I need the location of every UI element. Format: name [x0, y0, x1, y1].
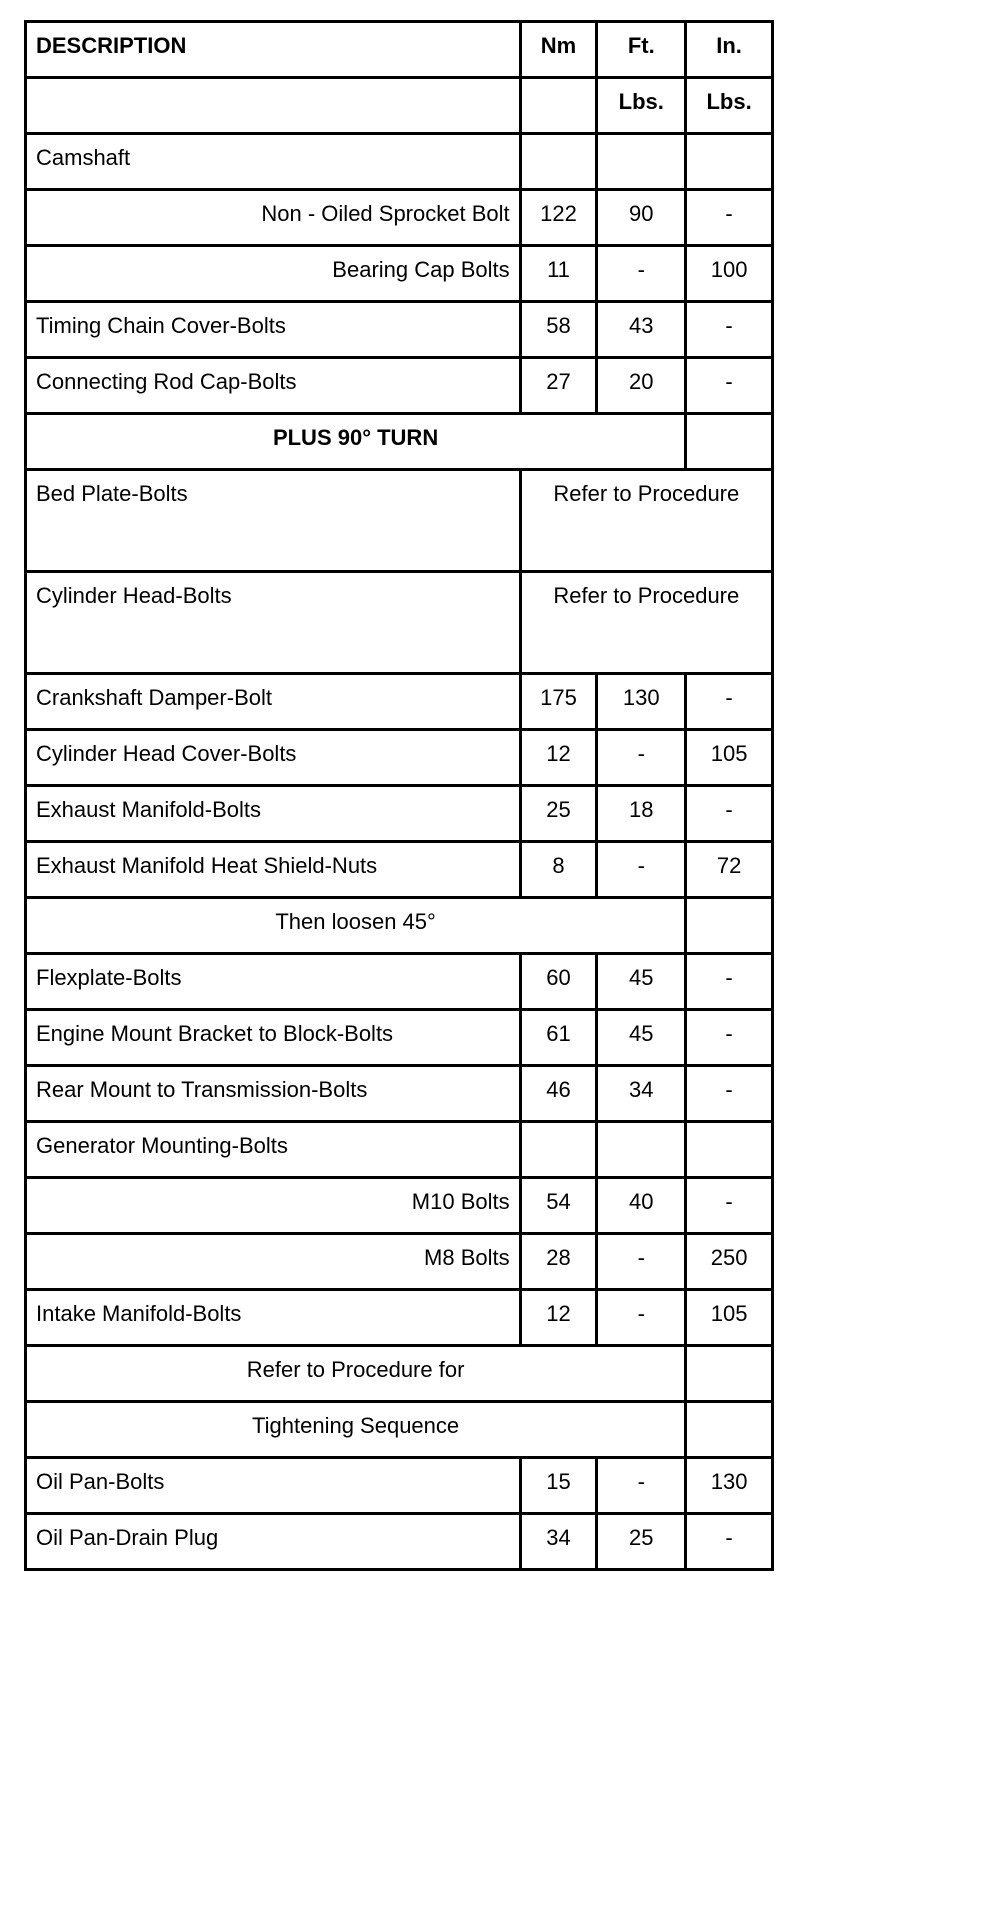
table-row — [26, 190, 773, 246]
table-row — [26, 842, 773, 898]
table-row — [26, 954, 773, 1010]
row-description: Camshaft — [26, 134, 521, 190]
table-row — [26, 786, 773, 842]
row-nm: 28 — [520, 1234, 597, 1290]
row-nm: 34 — [520, 1514, 597, 1570]
row-in-lbs: - — [686, 954, 773, 1010]
row-ft-lbs: 43 — [597, 302, 686, 358]
row-ft-lbs: - — [597, 1290, 686, 1346]
table-row — [26, 358, 773, 414]
table-row-note — [26, 1402, 773, 1458]
header-units-blank-nm — [520, 78, 597, 134]
row-ft-lbs: - — [597, 246, 686, 302]
row-in-lbs: 72 — [686, 842, 773, 898]
row-in-lbs: - — [686, 302, 773, 358]
row-description: M10 Bolts — [26, 1178, 521, 1234]
row-description: Engine Mount Bracket to Block-Bolts — [26, 1010, 521, 1066]
row-description: Intake Manifold-Bolts — [26, 1290, 521, 1346]
row-in-lbs: 100 — [686, 246, 773, 302]
header-ft: Ft. — [597, 22, 686, 78]
row-nm: 15 — [520, 1458, 597, 1514]
row-nm: 46 — [520, 1066, 597, 1122]
row-ft-lbs: - — [597, 842, 686, 898]
header-units-row — [26, 78, 773, 134]
row-in-lbs: - — [686, 786, 773, 842]
row-ft-lbs: - — [597, 730, 686, 786]
row-description: Crankshaft Damper-Bolt — [26, 674, 521, 730]
table-row — [26, 1290, 773, 1346]
row-description: Oil Pan-Drain Plug — [26, 1514, 521, 1570]
row-nm: 27 — [520, 358, 597, 414]
row-ft-lbs — [597, 134, 686, 190]
row-ft-lbs: 20 — [597, 358, 686, 414]
row-ft-lbs: 90 — [597, 190, 686, 246]
table-row-note — [26, 414, 773, 470]
row-in-lbs — [686, 1402, 773, 1458]
row-nm: 8 — [520, 842, 597, 898]
row-in-lbs: - — [686, 1514, 773, 1570]
row-description: Bed Plate-Bolts — [26, 470, 521, 572]
row-nm: 58 — [520, 302, 597, 358]
table-row — [26, 1122, 773, 1178]
table-row — [26, 1178, 773, 1234]
row-nm: 54 — [520, 1178, 597, 1234]
row-description: Exhaust Manifold-Bolts — [26, 786, 521, 842]
row-in-lbs: - — [686, 190, 773, 246]
table-row — [26, 1514, 773, 1570]
row-ft-lbs: - — [597, 1234, 686, 1290]
row-ft-lbs: 34 — [597, 1066, 686, 1122]
header-units-blank-desc — [26, 78, 521, 134]
row-note: Refer to Procedure for — [26, 1346, 686, 1402]
row-description: Non - Oiled Sprocket Bolt — [26, 190, 521, 246]
row-description: Rear Mount to Transmission-Bolts — [26, 1066, 521, 1122]
row-ft-lbs: 40 — [597, 1178, 686, 1234]
header-ft-units: Lbs. — [597, 78, 686, 134]
torque-specification-table — [24, 20, 774, 1571]
row-ft-lbs: 18 — [597, 786, 686, 842]
table-row — [26, 1066, 773, 1122]
row-in-lbs: - — [686, 1178, 773, 1234]
row-ft-lbs — [597, 1122, 686, 1178]
row-procedure-value: Refer to Procedure — [520, 470, 772, 572]
row-note: Then loosen 45° — [26, 898, 686, 954]
table-row — [26, 572, 773, 674]
table-row — [26, 1234, 773, 1290]
header-row — [26, 22, 773, 78]
row-description: Connecting Rod Cap-Bolts — [26, 358, 521, 414]
row-procedure-value: Refer to Procedure — [520, 572, 772, 674]
row-in-lbs — [686, 898, 773, 954]
table-row — [26, 674, 773, 730]
row-nm: 61 — [520, 1010, 597, 1066]
row-in-lbs: - — [686, 1010, 773, 1066]
row-nm: 175 — [520, 674, 597, 730]
table-row — [26, 1458, 773, 1514]
table-row-note — [26, 898, 773, 954]
row-in-lbs: 130 — [686, 1458, 773, 1514]
row-note: PLUS 90° TURN — [26, 414, 686, 470]
row-ft-lbs: 25 — [597, 1514, 686, 1570]
table-row — [26, 302, 773, 358]
row-in-lbs — [686, 134, 773, 190]
row-in-lbs: - — [686, 358, 773, 414]
row-nm: 122 — [520, 190, 597, 246]
row-nm: 11 — [520, 246, 597, 302]
header-nm: Nm — [520, 22, 597, 78]
row-in-lbs — [686, 1346, 773, 1402]
row-description: Cylinder Head Cover-Bolts — [26, 730, 521, 786]
table-row — [26, 134, 773, 190]
row-ft-lbs: 45 — [597, 1010, 686, 1066]
row-ft-lbs: - — [597, 1458, 686, 1514]
row-description: M8 Bolts — [26, 1234, 521, 1290]
row-in-lbs: - — [686, 1066, 773, 1122]
row-description: Timing Chain Cover-Bolts — [26, 302, 521, 358]
row-description: Flexplate-Bolts — [26, 954, 521, 1010]
row-nm — [520, 1122, 597, 1178]
row-ft-lbs: 130 — [597, 674, 686, 730]
row-in-lbs: 105 — [686, 730, 773, 786]
row-description: Oil Pan-Bolts — [26, 1458, 521, 1514]
table-row — [26, 246, 773, 302]
row-nm: 12 — [520, 1290, 597, 1346]
row-note: Tightening Sequence — [26, 1402, 686, 1458]
row-in-lbs: - — [686, 674, 773, 730]
row-description: Generator Mounting-Bolts — [26, 1122, 521, 1178]
row-nm: 60 — [520, 954, 597, 1010]
row-description: Cylinder Head-Bolts — [26, 572, 521, 674]
row-in-lbs — [686, 414, 773, 470]
row-nm: 25 — [520, 786, 597, 842]
row-in-lbs: 250 — [686, 1234, 773, 1290]
table-row — [26, 730, 773, 786]
row-in-lbs: 105 — [686, 1290, 773, 1346]
row-nm: 12 — [520, 730, 597, 786]
row-nm — [520, 134, 597, 190]
header-in-units: Lbs. — [686, 78, 773, 134]
row-ft-lbs: 45 — [597, 954, 686, 1010]
table-row — [26, 1010, 773, 1066]
header-description: DESCRIPTION — [26, 22, 521, 78]
table-row-note — [26, 1346, 773, 1402]
header-in: In. — [686, 22, 773, 78]
row-description: Bearing Cap Bolts — [26, 246, 521, 302]
row-description: Exhaust Manifold Heat Shield-Nuts — [26, 842, 521, 898]
table-row — [26, 470, 773, 572]
row-in-lbs — [686, 1122, 773, 1178]
